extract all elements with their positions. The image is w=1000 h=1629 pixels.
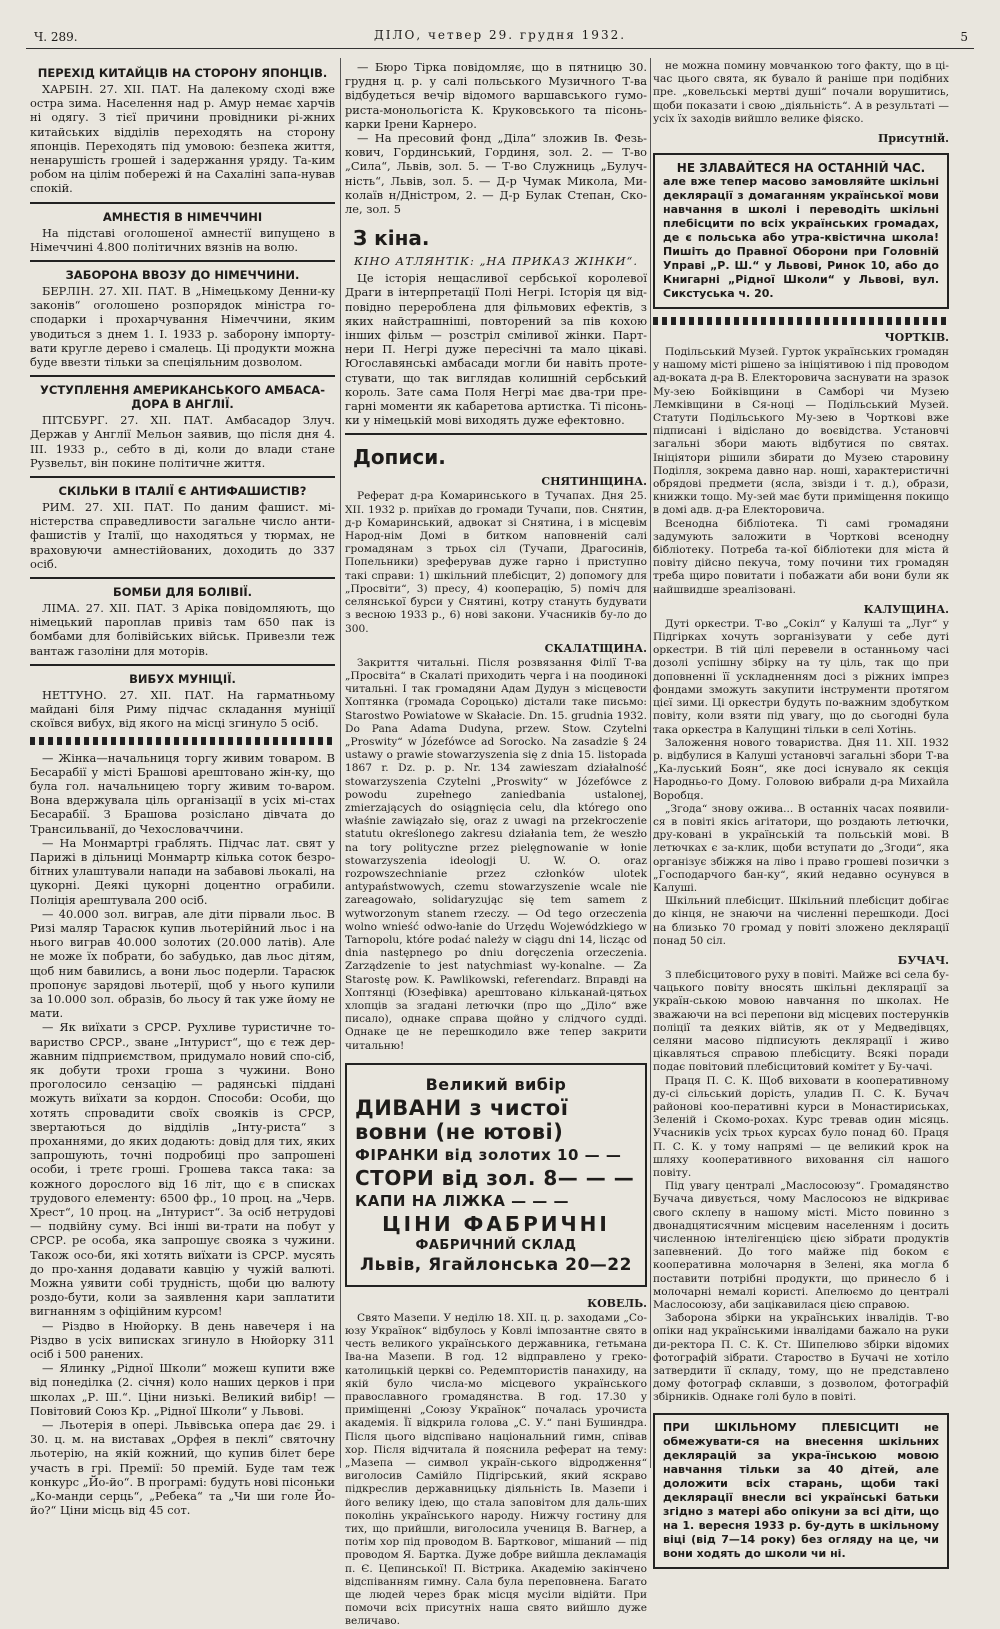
news-item: — Жінка—начальниця торгу живим товаром. В Бесарабії у місті Брашові арештовано жін-ку, що була гол. начальницею торгу живим то-варом. Вона вдержувала ціль організації в усіх мі-стах Бесарабії. З Брашова розіслано дівчата до Трансильванії, до Чехословаччини. bbox=[30, 750, 335, 836]
ad-line: Львів, Ягайлонська 20—22 bbox=[360, 1254, 632, 1275]
article-text: РИМ. 27. XII. ПАТ. По даним фашист. мі-ністерства справедливости загальне число анти-фашистів у Італії, що находяться у тюрмах, не враховуючи амнестійованих, доходить до 337 осіб. bbox=[30, 500, 335, 571]
report-text: Всенодна бібліотека. Ті самі громадяни задумують заложити в Чорткові всенодну бібліотеку. Потреба та-кої бібліотеки для міста й повіту дійсно пекуча, тому почини тих громадян треба щиро повитати і побажати аби вони були як найшвидше зреалізовані. bbox=[653, 517, 949, 596]
news-item: — На Монмартрі граблять. Підчас лат. свят у Парижі в дільниці Монмартр кілька соток безро-бітних улаштували напади на забавові льокалі, на цукорні. Деякі цукорні доцентно ограбили. Поліція арештувала 200 осіб. bbox=[30, 835, 335, 907]
report-text: „Згода“ знову ожива... В останніх часах появили-ся в повіті якісь агітатори, що роздають летючки, дру-ковані в українській та польській мові. В летючках є за-клик, щоби вступати до „Згоди“, яка організує збіжжя на ліво і право грошеві позички з „Господарчого бан-ку“, який недавно осунувся в Калуші. bbox=[653, 802, 949, 894]
place-heading: КОВЕЛЬ. bbox=[587, 1296, 647, 1310]
article-text: ПІТСБУРГ. 27. XII. ПАТ. Амбасадор Злуч. Держав у Англії Мельон заявив, що після дня 4. III. 1933 р., себто в ді, коли до влади стане Рузвельт, він покине політичне життя. bbox=[30, 413, 335, 470]
notice-box bbox=[653, 153, 949, 309]
signature: Присутній. bbox=[877, 132, 949, 146]
place-heading: КАЛУЩИНА. bbox=[863, 602, 949, 616]
divider bbox=[30, 202, 335, 204]
report-text: Заложення нового товариства. Дня 11. XII. 1932 р. відбулися в Калуші установчі загальні збори Т-ва „Ка-луський Боян“, яке досі існувало як секція Народньо-го Дому. Головою вибрали д-ра Михайла Воробця. bbox=[653, 736, 949, 802]
divider bbox=[30, 476, 335, 478]
article-title: СКІЛЬКИ В ІТАЛІЇ Є АНТИФАШИСТІВ? bbox=[58, 484, 307, 499]
advertisement bbox=[345, 1063, 647, 1287]
column-2 bbox=[345, 60, 647, 1628]
ad-line: ДИВАНИ з чистої вовни (не ютові) bbox=[355, 1095, 569, 1144]
article-text: На підставі оголошеної амнестії випущено в Німеччині 4.800 політичних вязнів на волю. bbox=[30, 225, 335, 254]
report-text: Шкільний плебісцит. Шкільний плебісцит добігає до кінця, не знаючи на численні перешкоди. Досі на близько 70 громад у повіті зложено деклярації понад 50 сіл. bbox=[653, 895, 949, 947]
news-item: — 40.000 зол. виграв, але діти пірвали льос. В Ризі маляр Тарасюк купив льотерійний льос і на нього виграв 40.000 золотих (20.000 латів). Але не може їх побрати, бо забудько, дав льос дітям, щоб ним бавились, а вони льос подерли. Тарасюк пропонує зарядові льотерії, щоб у нього купили за 10.000 зол. обрaзів, бо льосу й так уже йому не мати. bbox=[30, 906, 335, 1021]
column-3 bbox=[653, 60, 949, 1560]
column-rule-1 bbox=[340, 58, 341, 1468]
ad-line: КАПИ НА ЛІЖКА — — — bbox=[355, 1191, 570, 1210]
article-text: БЕРЛІН. 27. XII. ПАТ. В „Німецькому Денни-ку законів“ оголошено розпорядок міністра го-сподарки і прохарчування Німеччини, яким уводиться з днем 1. І. 1933 р. заборону імпорту-вати кругле дерево і смалець. Ці продукти можна буде ввезти тільки за спеціяльним дозволом. bbox=[30, 284, 335, 370]
kino-subtitle: КІНО АТЛЯНТІК: „НА ПРИКАЗ ЖІНКИ“. bbox=[353, 254, 639, 269]
article-text: ЛІМА. 27. XII. ПАТ. З Аріка повідомляють, що німецький пароплав привіз там 650 пак із бомбами для болівійських військ. Привезли теж вантаж газоліни для моторів. bbox=[30, 601, 335, 658]
report-text: Свято Мазепи. У неділю 18. XII. ц. р. заходами „Со-юзу Українок“ відбулось у Ковлі імпозантне свято в честь великого українського державника, гетьмана Іва-на Мазепи. В год. 12 відправлено у греко-католицькій церкві со. Редемптористів панахиду, на якій було числа-мо місцевого українського православного громадянства. В год. 17.30 у приміщенні „Союзу Українок“ почалась урочиста академія. Її відкрила голова „С. У.“ пані Бушиндра. Після цього відспівано національний гимн, співав хор. Після відчитала й пояснила реферат на тему: „Мазепа — символ україн-ського відродження“ виголосив Самійло Підгірський, який яскраво підкреслив державницьку діяльність Ів. Мазепи і його велику ідею, що стала заповітом для даль-ших поколінь українського народу. Нижчу гостину для тих, що прийшли, виголосила учениця В. Вагнер, а потім хор під проводом В. Бартковог, мішаний — під проводом Я. Бартка. Дуже добре вийшла декламація п. Є. Цепинської! П. Вістрика. Академію закінчено відспіванням гимну. Сала була переповнена. Багато ще людей через брак місця мусіли відійти. При помочи всіх присутніх наша свято вийшло дуже величаво. bbox=[345, 1311, 647, 1628]
ad-line: СТОРИ від зол. 8— — — bbox=[355, 1165, 635, 1190]
ad-line: ФІРАНКИ від золотих 10 — — bbox=[355, 1145, 622, 1164]
report-text: Праця П. С. К. Щоб виховати в кооперативному ду-сі сільський дорість, уладив П. С. К. Бучач районові коо-перативні курси в Монастириськах, Зеленій і Скомо-рохах. Курс тревав один місяць. Учасників усіх трьох курсах було понад 60. Праця П. С. К. у тому напрямі — це великий крок на шляху кооперативного виховання сіл нашого повіту. bbox=[653, 1074, 949, 1179]
place-heading: ЧОРТКІВ. bbox=[884, 331, 949, 345]
article-title: АМНЕСТІЯ В НІМЕЧЧИНІ bbox=[102, 209, 263, 224]
ad-line: ЦІНИ ФАБРИЧНІ bbox=[382, 1211, 610, 1236]
report-text: Заборона збірки на українських інвалідів. Т-во опіки над українськими інвалідами бажало на руки ди-ректора П. С. К. Ст. Шипелюво збірки відомих фотографій зібрати. Староство в Бучачі не хотіло затвердити її складу, тому, що не представлено дому фотограф склавши, з дозволом, фотографій збірників. Однаке голі було в повіті. bbox=[653, 1312, 949, 1404]
column-rule-2 bbox=[650, 58, 651, 1468]
report-text: З плебісцитового руху в повіті. Майже всі села бу-чацького повіту вносять шкільні деклярації за україн-ською мовою навчання по школах. Не зважаючи на всі перепони від місцевих постерунків поліції та деяких війтів, як от у Медведівцях, селяни масово підписують деклярації і живо цікавляться справою плебісциту. Всякі поради подає повітовий плебісцитовий комітет у Бу-чачі. bbox=[653, 968, 949, 1074]
article-text: ХАРБІН. 27. XII. ПАТ. На далекому сході вже остра зима. Населення над р. Амур немає харчів ні одягу. З тієї причини провідники рі-жних китайських відділів переходять на сторону японців. Переходять під умовою: безпека життя, ненарушість грошей і задержання уряду. Та-ким робом на цілім побережі й на Сахаліні запа-нував спокій. bbox=[30, 82, 335, 196]
report-text: Дуті оркестри. Т-во „Сокіл“ у Калуші та „Луг“ у Підгірках хочуть зорганізувати у себе дуті оркестри. В тій цілі перевели в останньому часі дозолі успішну збірку на ту ціль, так що при доповненні її ускладненням досі з ріжних імпрез фондами зможуть закупити інструменти протягом цієї зими. Ці оркестри будуть по-важним здобутком повіту, коли взяти під увагу, що до сьогодні була така оркестра в Калущині тільки в селі Хотінь. bbox=[653, 617, 949, 736]
news-item: — На пресовий фонд „Діла“ зложив Ів. Фезь-кович, Гординський, Гординя, зол. 2. — Т-во „Сила“, Львів, зол. 5. — Т-во Служниць „Булуч-ність“, Львів, зол. 5. — Д-р Чумак Микола, Ми-колаїв н/Дністром, 2. — Д-р Булак Степан, Ско-ле, зол. 5 bbox=[345, 131, 647, 217]
report-text: Під увагу централі „Маслосоюзу“. Громадянство Бучача дивується, чому Маслосоюз не відкриває свого склепу в нашому місті. Місто повинно з двонадцятисячним місцевим населенням і досить численною інтелігенцією цією зібрати продуктів запевнений. До того майже під боком є кооперативна молочарня в Зелені, яка могла б поставити потрібні продукти, що принесло б і молочарні немалі користі. Апелюємо до централі Маслосоюзу, аби зацікавилася цією справою. bbox=[653, 1180, 949, 1312]
decorative-rule bbox=[30, 737, 335, 745]
ad-line: ФАБРИЧНИЙ СКЛАД bbox=[415, 1237, 577, 1253]
notice-box bbox=[653, 1413, 949, 1569]
place-heading: СКАЛАТЩИНА. bbox=[544, 641, 647, 655]
news-item: — Як виїхати з СРСР. Рухливе туристичне то-вариство СРСР., зване „Інтурист“, що є теж дер-жавним підприємством, придумало новий спо-сіб, як добути трохи гроша з чужини. Воно проголосило сензацію — радянські підданi можуть виїхати за кордон. Способи: Особи, що хотять спровадити своїх свояків із СРСР, звертаються до відділів „Інту-риста“ з проханнями, до яких додають: довід для тих, яких запрошують, точні подробиці про запрошені особи, і третє гроші. Грошева такса така: за кожного дорослого від 16 літ, що є в списках трудового елементу: 6500 фр., 10 проц. на „Черв. Хрест“, 10 проц. на „Інтурист“. За осіб нетрудові — подвійну суму. Всі інші ви-трати на побут у СРСР. ре особа, яка запрошує свояка з чужини. Також осо-би, які хотять виїхати із СРСР. мусять до про-хання додавати кавцію у чужій валюті. Можна уявити собі трудність, щоби цю валюту роздо-бути, коли за заявлення кари заплатити вигнанням з офіційним курсом! bbox=[30, 1020, 335, 1319]
article-title: ВИБУХ МУНІЦІЇ. bbox=[129, 671, 236, 686]
divider bbox=[30, 664, 335, 666]
article-title: УСТУПЛЕННЯ АМЕРИКАНСЬКОГО АМБАСА-ДОРА В АНГЛІЇ. bbox=[40, 383, 325, 412]
ad-line: Великий вибір bbox=[425, 1074, 567, 1094]
divider bbox=[30, 375, 335, 377]
section-title-kino: З кіна. bbox=[353, 226, 430, 251]
column-1 bbox=[30, 60, 335, 1518]
report-text: не можна помину мовчанкою того факту, що в ці-час цього свята, як бувало й раніше при подібних пре. „ковельські мертві душі“ почали ворушитись, щоби показати і свою „діяльність“. А в результаті — усіх їх заходів вийшло велике фіяско. bbox=[653, 60, 949, 125]
place-heading: БУЧАЧ. bbox=[897, 953, 949, 967]
divider bbox=[30, 577, 335, 579]
issue-number: Ч. 289. bbox=[34, 30, 78, 44]
page-number: 5 bbox=[960, 30, 968, 44]
news-item: — Ялинку „Рідної Школи“ можеш купити вже від понеділка (2. січня) коло наших церков і при школах „Р. Ш.“. Ціни низькі. Великий вибір! — Повітовий Союз Кр. „Рідної Школи“ у Львові. bbox=[30, 1361, 335, 1418]
report-text: Подільський Музей. Гурток українських громадян у нашому місті рішено за ініціятивою і під проводом ад-воката д-ра В. Електоровича заснувати на зразок Му-зею Бойківщини в Самборі чи Музею Лемківщини в Ся-ноці — Подільський Музей. Статути Подільського Му-зею в Чорткові вже підписані і відіслано до воєвідства. Установчі загальні збори мають відбутися по святах. Ініціятори рішили збирати до Музею старовину Поділля, зокрема давно нар. ноші, характеристичні обрядові предмети (ясла, звізди і т. д.), образи, книжки тощо. Му-зей має бути приміщення покищо в домі адв. д-ра Електоровича. bbox=[653, 346, 949, 517]
article-title: ЗАБОРОНА ВВОЗУ ДО НІМЕЧЧИНИ. bbox=[65, 268, 300, 283]
notice-body: але вже тепер масово замовляйте шкільні деклярації з домаганням української мови навчання в школі і переводіть шкільні плебісцити по всіх українських громадах, де є польська або утра-квістична школа! Пишіть до Правної Оборони при Головній Управі „Р. Ш.“ у Львові, Ринок 10, або до Книгарні „Рідної Школи“ у Львові, вул. Сикстуська ч. 20. bbox=[663, 175, 939, 301]
news-item: — Льотерія в опері. Львівська опера дає 29. і 30. ц. м. на виставах „Орфея в пеклі“ святочну льотерію, на якій кожний, що купив білет бере участь в грі. Премії: 50 премій. Буде там теж конкурс „Йо-йо“. В програмі: будуть нові пісоньки „Ко-манди серць“, „Ребека“ та „Чи ши голе Йо-йо?“ Ціни місць від 45 сот. bbox=[30, 1418, 335, 1518]
section-title-dopysy: Дописи. bbox=[353, 445, 446, 470]
article-title: БОМБИ ДЛЯ БОЛІВІЇ. bbox=[112, 585, 253, 600]
newspaper-title-date: ДІЛО, четвер 29. грудня 1932. bbox=[373, 28, 627, 42]
kino-review: Це історія нещасливої сербської королевої Драги в інтерпретації Полі Негрі. Історія ця від-повідно перероблена для фільмових ефектів, з яких найстрашніші, повторений за пів кохою інших фільм — розстріл сміливої жінки. Парт-нери П. Негрі дуже пересічні та мало цікаві. Югославянські амбасади могли би навіть проте-стувати, що так виглядав колишній сербський король. Зате сама Поля Негрі має два-три пре-гарні моменти як кабаретова артистка. Ті пісонь-ки у німецькій мові виходять дуже ефектовно. bbox=[345, 271, 647, 428]
divider bbox=[30, 260, 335, 262]
notice-body: ПРИ ШКІЛЬНОМУ ПЛЕБІСЦИТІ не обмежувати-ся на внесення шкільних деклярацій за укра-їнською мовою навчання тільки за 40 дітей, але доложити всіх старань, щоби такі деклярації внесли всі українські батьки згідно з матері або опікуни за всі діти, що на 1. вересня 1933 р. бу-дуть в шкільному віці (від 7—14 року) без огляду на це, чи вони ходять до школи чи ні. bbox=[663, 1420, 939, 1560]
report-text: Закриття читальні. Після розвязання Філії Т-ва „Просвіта“ в Скалаті приходить черга і на поодинокі читальні. І так громадяни Адам Дудун з місцевости Хоптянка (громада Сороцько) дістали таке письмо: Starostwo Powiatowe w Skałacie. Dn. 15. grudnia 1932. Do Pana Adama Dudyna, przew. Stow. Czytelni „Proswity“ w Józefówce ad Sorocko. Na zasadzie § 24 ustawy o prawie stowarzyszenia się z dnia 15. listopada 1867 r. Dz. p. p. Nr. 134 zawieszam działalność stowarzyszenia Czytelni „Proswity“ w Józefówce z powodu zupełnego zaniedbania ustalonej, zmierzających do osiągnięcia celu, dla którego ono właśnie zawiązało się, oraz z uwagi na przekroczenie statutu określonego zakresu działania tem, że weszło na tory polityczne przez pielęgnowanie w łonie stowarzyszenia ideologji U. W. O. oraz rozpowszechnianie przez członków ulotek antypaństwowych, czemu stowarzyszenie wcale nie zareagowało, solidaryzując się tem samem z wytworzonym stanem rzeczy. — Od tego orzeczenia wolno wnieść odwo-łanie do Urzędu Wojewódzkiego w Tarnopolu, które podać należy w ciągu dni 14, licząc od dnia następnego po dniu doręczenia orzeczenia. Zarządzenie to jest natychmiast wy-konalne. — Za Starostę pow. K. Pawlikowski, referendarz. Вправді на Хоптянці (Юзефівка) арештовано кільканай-цятьох хлопців за згадані летючки (про що „Діло“ вже писало), однаке справа щойно у слідчого судді. Однаке це не перешкодило вже тепер закрити читальню! bbox=[345, 656, 647, 1052]
news-item: — Бюро Тірка повідомляє, що в пятницю 30. грудня ц. р. у салі польського Музичного Т-ва відбудеться вечір відомого варшавського гумо-риста-монольогіста К. Круковського та пісонь-карки Ірени Карнеро. bbox=[345, 60, 647, 131]
report-text: Реферат д-ра Комаринського в Тучапах. Дня 25. XII. 1932 р. приїхав до громади Тучапи, пов. Снятин, д-р Комаринський, адвокат зі Снятина, і в місцевім Народ-нім Домі в битком наповненій салі громадянам з трьох сіл (Тучапи, Драгосинів, Попельники) зреферував дуже гарно і приступно такі справи: 1) шкільний плебісцит, 2) допомогу для „Просвіти“, 3) пресу, 4) кооперацію, 5) поміч для селянської бурси у Снятині, котру стануть будувати з весною 1933 р., 6) нові закони. Учасників бу-ло до 300. bbox=[345, 490, 647, 635]
divider bbox=[345, 433, 647, 435]
notice-title: НЕ ЗЛАВАЙТЕСЯ НА ОСТАННІЙ ЧАС. bbox=[676, 161, 926, 176]
news-item: — Різдво в Нюйорку. В день навечеря і на Різдво в усіх виписках згинуло в Нюйорку 311 осіб і 500 ранених. bbox=[30, 1318, 335, 1362]
place-heading: СНЯТИНЩИНА. bbox=[541, 475, 647, 489]
article-title: ПЕРЕХІД КИТАЙЦІВ НА СТОРОНУ ЯПОНЦІВ. bbox=[37, 66, 328, 80]
article-text: НЕТТУНО. 27. XII. ПАТ. На гарматньому майдані біля Риму підчас складання муніції скоївся вибух, від якого на місці згинуло 5 осіб. bbox=[30, 687, 335, 731]
masthead bbox=[26, 26, 974, 49]
decorative-rule bbox=[653, 317, 949, 325]
